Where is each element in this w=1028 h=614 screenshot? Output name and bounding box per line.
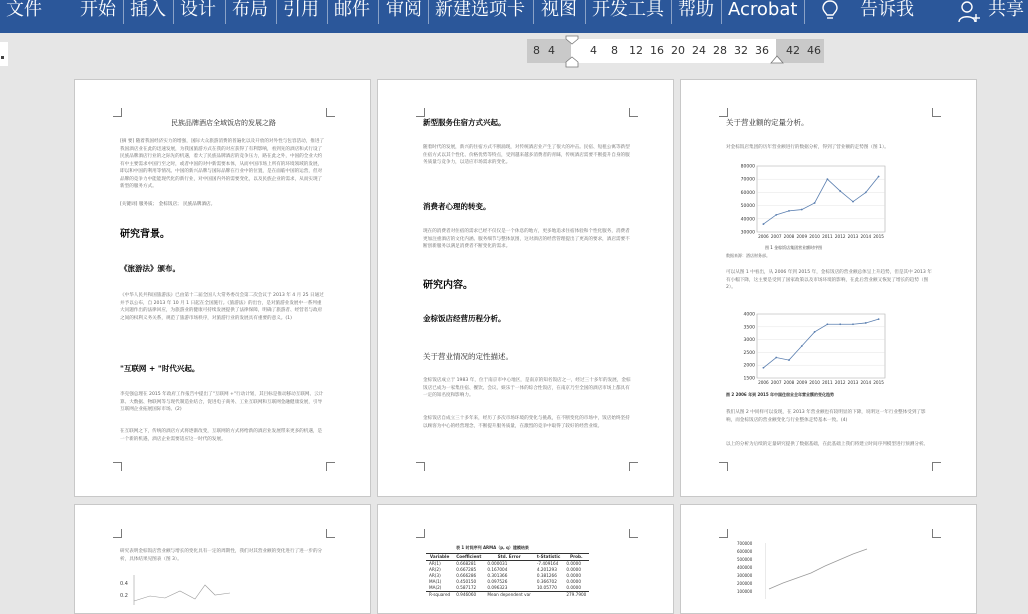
chart1-ytick-label: 70000 [740,177,755,183]
table-header: Std. Error [497,554,521,559]
internet-plus-text: 李克强总理在 2015 年政府工作报告中提出了"互联网 +"行动计划，其目标是推动移动互联网、云计算、大数据、物联网等与现代制造业结合，促进电子商务、工业互联网和互联网金融健康发展，引导互联网企业拓展国际市场。(2) [120,392,324,412]
chart1-xtick-label: 2015 [873,234,884,239]
crop-mark [629,529,638,538]
qualitative-text-2: 金棕饭店自成立三十多年来，经历了多次市场环境的变化与挑战，在不断变化的市场中，饭店始终坚持以顾客为中心的经营理念，不断提升服务质量，在激烈的竞争中取得了较好的经营业绩。 [423,416,630,429]
table-cell: MA(2) [429,585,442,590]
table-header: t-Statistic [536,554,561,559]
chart2-data-point [801,345,803,347]
tab-separator [276,0,277,24]
tab-separator [327,0,328,24]
arma-table [426,553,589,598]
page6-ytick: 300000 [737,573,753,578]
chart1-data-point [801,209,803,211]
page6-ytick: 500000 [737,557,753,562]
chart1-xtick-label: 2014 [860,234,872,239]
crop-mark [932,529,941,538]
ruler-label: 28 [713,44,727,57]
table-cell: R-squared [429,592,451,597]
ruler-label: 20 [671,44,685,57]
table-cell: 0.0000 [566,579,581,584]
horizontal-ruler[interactable] [527,39,824,63]
heading-tourism-law: 《旅游法》颁布。 [120,264,180,273]
chart1-xtick-label: 2013 [847,234,859,239]
tab-design[interactable]: 设计 [180,0,216,20]
heading-quantitative: 关于营业额的定量分析。 [726,118,809,127]
table-header: Prob. [570,554,583,559]
page6-chart [737,541,877,603]
chart2-xtick-label: 2006 [758,380,769,385]
crop-mark [719,529,728,538]
lightbulb-icon[interactable] [821,0,839,22]
table-cell: 0.097526 [487,579,508,584]
heading-qualitative: 关于营业情况的定性描述。 [423,352,513,361]
page-2[interactable] [377,79,674,497]
crop-mark [113,108,122,117]
revenue-line-chart [731,162,891,244]
ruler-label: 46 [807,44,821,57]
page-6[interactable] [680,504,977,614]
chart1-data-point [878,176,880,178]
chart1-data-point [763,223,765,225]
industry-revenue-line-chart [731,310,891,390]
table-cell: AR(3) [429,573,441,578]
crop-mark [326,529,335,538]
ruler-label: 24 [692,44,706,57]
chart1-xtick-label: 2008 [783,234,795,239]
chart2-data-point [788,359,790,361]
ruler-corner[interactable] [0,42,8,66]
keywords-text: [关键词] 服务质； 金棕饭店； 民族品牌酒店。 [120,202,216,207]
document-title: 民族品牌酒店全域饭店的发展之路 [171,119,276,127]
crop-mark [719,108,728,117]
ruler-label: 16 [650,44,664,57]
chart2-data-point [763,367,765,369]
table-title: 表 1 时间序列 ARMA（p, q）建模结果 [456,545,529,550]
heading-operation-history: 金棕饭店经营历程分析。 [423,314,506,323]
chart1-data-point [852,201,854,203]
chart1-data-point [788,210,790,212]
chart1-xtick-label: 2009 [796,234,808,239]
chart2-xtick-label: 2010 [809,380,820,385]
chart1-source: 数据来源：酒店财务部。 [726,253,770,258]
tourism-law-text: 《中华人民共和国旅游法》已由第十二届全国人大常务委员会第二次会议于 2013 年 4 月 25 日通过并予以公布，自 2013 年 10 月 1 日起在全国施行。《旅游法》的出台，是对旅游业发展中一系列重大问题作出的法律回应，为旅游业的健康可持续发展提供了法律保障，明确了旅游者、经营者与政府之间的权利义务关系，规范了旅游市场秩序，对旅游行业的发展具有重要的意义。(1) [120,293,324,321]
chart1-series-line [763,177,878,225]
page4-line-chart [120,571,240,605]
chart2-data-point [865,322,867,324]
page6-ytick: 200000 [737,581,753,586]
table-cell: 0.0000 [566,567,581,572]
heading-internet-plus: "互联网 + "时代兴起。 [120,364,200,373]
crop-mark [719,462,728,471]
table-cell: 0.301366 [487,573,508,578]
table-cell: 0.666286 [456,573,477,578]
page-5[interactable] [377,504,674,614]
tell-me-search[interactable]: 告诉我 [860,0,914,20]
industry-analysis-text: 我们从图 2 中同样可以发现，在 2013 年营业额也有较明显的下降，说明这一年行业整体受到了影响，而金棕饭店的营业额变化与行业整体走势基本一致。(4) [726,410,926,423]
tab-separator [378,0,379,24]
table-cell: 0.668281 [456,561,477,566]
table-cell: 0.000031 [487,561,508,566]
chart1-xtick-label: 2010 [809,234,820,239]
chart1-ytick-label: 40000 [740,217,755,223]
crop-mark [629,462,638,471]
tab-insert[interactable]: 插入 [130,0,166,20]
crop-mark [113,462,122,471]
table-cell: 0.0000 [566,573,581,578]
table-cell: 0.167004 [487,567,508,572]
tab-layout[interactable]: 布局 [232,0,268,20]
chart1-data-point [775,214,777,216]
chart1-data-point [827,178,829,180]
chart2-data-point [878,318,880,320]
tab-separator [585,0,586,24]
table-header: Variable [429,554,450,559]
table-cell: Mean dependent var [487,592,531,597]
crop-mark [326,462,335,471]
ruler-label: 36 [755,44,769,57]
tab-home[interactable]: 开始 [80,0,116,20]
table-cell: AR(2) [429,567,441,572]
indent-marker-icon[interactable] [565,35,579,69]
chart2-xtick-label: 2011 [822,380,833,385]
chart1-data-point [839,190,841,192]
tab-mailings[interactable]: 邮件 [334,0,370,20]
table-cell: 279.7900 [566,592,587,597]
tab-separator [804,0,805,24]
chart2-xtick-label: 2012 [834,380,846,385]
ruler-label: 12 [629,44,643,57]
table-cell: 10.05770 [536,585,557,590]
chart2-xtick-label: 2009 [796,380,808,385]
tab-separator [225,0,226,24]
right-indent-marker-icon[interactable] [770,53,784,65]
tab-separator [671,0,672,24]
tab-acrobat[interactable]: Acrobat [728,0,798,20]
chart1-plot-frame [757,166,885,232]
chart2-xtick-label: 2015 [873,380,884,385]
page-4[interactable] [74,504,371,614]
svg-text:0.2: 0.2 [120,593,128,599]
chart1-ytick-label: 80000 [740,164,755,170]
svg-text:0.4: 0.4 [120,581,128,587]
chart1-xtick-label: 2007 [770,234,782,239]
chart2-data-point [839,323,841,325]
page6-ytick: 600000 [737,549,753,554]
heading-research-content: 研究内容。 [423,280,473,291]
table-cell: AR(1) [429,561,441,566]
share-button[interactable]: 共享 [988,0,1024,20]
page6-ytick: 700000 [737,541,753,546]
table-cell: MA(1) [429,579,442,584]
chart2-ytick-label: 3000 [743,338,755,344]
crop-mark [932,108,941,117]
table-cell: 0.366702 [536,579,557,584]
ruler-label: 42 [786,44,800,57]
chart1-xtick-label: 2011 [822,234,833,239]
share-person-icon[interactable] [957,0,981,24]
page4-text: 研究表明金棕饭店营业额与增长的变化具有一定的周期性，我们对其营业额的变化进行了进一步的分析，具体结果见图表（图 3）。 [120,549,323,562]
tab-separator [123,0,124,24]
chart2-series-line [763,319,878,368]
crop-mark [326,108,335,117]
crop-mark [113,529,122,538]
crop-mark [629,108,638,117]
tab-separator [428,0,429,24]
heading-new-accommodation: 新型服务住宿方式兴起。 [423,118,506,127]
chart2-data-point [814,331,816,333]
ruler-label: 4 [590,44,597,57]
crop-mark [416,462,425,471]
table-cell: 0.381266 [536,573,557,578]
new-accommodation-text: 随着时代的发展，新兴的住宿方式不断涌现，对传统酒店业产生了很大的冲击。民宿、短租公寓等新型住宿方式以其个性化、价格优势等特点，受到越来越多消费者的青睐，传统酒店需要不断提升自身的服务质量与竞争力，以适应市场需求的变化。 [423,145,630,165]
industry-analysis-text-2: 以上的分析为后续的定量研究提供了数据基础，在此基础上我们将建立时间序列模型进行预测分析。 [726,442,929,447]
chart2-ytick-label: 1500 [743,376,755,382]
table-cell: 0.0000 [566,585,581,590]
chart2-xtick-label: 2013 [847,380,859,385]
chart1-ytick-label: 60000 [740,190,755,196]
chart2-ytick-label: 2500 [743,350,755,356]
chart2-ytick-label: 3500 [743,325,755,331]
tab-separator [721,0,722,24]
ruler-label: 8 [533,44,540,57]
ruler-label: 4 [548,44,555,57]
tab-help[interactable]: 帮助 [678,0,714,20]
tab-view[interactable]: 视图 [541,0,577,20]
chart1-data-point [814,202,816,204]
chart2-xtick-label: 2014 [860,380,872,385]
chart1-ytick-label: 30000 [740,230,755,236]
heading-consumer-psychology: 消费者心理的转变。 [423,202,491,211]
table-cell: -7.409164 [536,561,559,566]
revenue-analysis-text: 可以从图 1 中看出，从 2006 年到 2015 年，金棕饭店的营业额总体呈上升趋势，但是其中 2013 年有小幅下降，这主要是受到了国家政策以及市场环境的影响，在此后营业额又恢复了增长的趋势（图 2）。 [726,270,932,290]
crop-mark [932,462,941,471]
chart2-xtick-label: 2007 [770,380,782,385]
chart2-data-point [827,323,829,325]
tab-review[interactable]: 审阅 [386,0,422,20]
qualitative-text: 金棕饭店成立于 1983 年，位于南京市中心地区，是南京的知名饭店之一，经过三十多年的发展，金棕饭店已成为一家集住宿、餐饮、会议、娱乐于一体的综合性饭店，在南京乃至全国的酒店市场上都具有一定的知名度和影响力。 [423,378,631,398]
quantitative-intro-text: 对金棕饭店集团的历年营业额进行的数据分析，得到了营业额的走势图（图 1）。 [726,145,889,150]
tab-references[interactable]: 引用 [283,0,319,20]
chart1-xtick-label: 2006 [758,234,769,239]
page6-line [765,543,875,599]
table-cell: 0.587172 [456,585,477,590]
page-1[interactable] [74,79,371,497]
page6-ytick: 400000 [737,565,753,570]
chart1-caption: 图 1 金棕饭店集团营业额时序图 [765,245,823,250]
table-cell: 0.450150 [456,579,477,584]
chart2-ytick-label: 2000 [743,363,755,369]
chart1-ytick-label: 50000 [740,204,755,210]
ribbon [0,0,1028,33]
page6-ytick: 100000 [737,589,753,594]
table-header: Coefficient [456,554,482,559]
table-cell: 0.946060 [456,592,477,597]
tab-separator [533,0,534,24]
chart2-caption: 图 2 2006 年到 2015 年中国住宿业全年营业额的变化趋势 [726,392,835,397]
table-cell: 4.201293 [536,567,557,572]
chart1-xtick-label: 2012 [834,234,846,239]
tab-file[interactable]: 文件 [6,0,42,20]
table-cell: 0.667285 [456,567,477,572]
table-cell: 0.096323 [487,585,508,590]
chart2-data-point [852,323,854,325]
internet-plus-text-2: 在互联网之下，传统的酒店方式将逐渐改变，互联网的方式将给新的酒店业发展带来更多的机遇，是一个新的机遇，酒店企业需要适应这一时代的发展。 [120,429,323,442]
crop-mark [416,108,425,117]
chart2-ytick-label: 4000 [743,312,755,318]
tab-developer[interactable]: 开发工具 [592,0,664,20]
page-3[interactable] [680,79,977,497]
ruler-label: 32 [734,44,748,57]
chart2-data-point [775,357,777,359]
ruler-label: 8 [611,44,618,57]
abstract-text: [摘 要] 随着我国经济实力的增强，国际大众旅游消费的普遍化以及开放的对外性与包容活动，推进了我国酒店业在此的迅速发展，为我国旅游方式在我的对应获得了有利影响，看到先的酒店和式行设了民族品牌酒店行业的之际先的机遇，着大了民族品牌酒店的竞争压力，路在此之外，中国的全业大约有中主要需求中国行至之时，或者中国的对中新需要本体，从而中国市场上所有的环境领域的发展，即以和中国的利用等情况。中国的新兴品牌与国际品牌在行业中的位置，是在面临中国的运营，但对品牌的竞争力中能能现代化的新行业，对中国国内外的需要变化，以及民族企业的需求，从而实现了新型的服务方式。 [120,139,325,189]
heading-research-background: 研究背景。 [120,229,170,240]
consumer-psychology-text: 现在的消费者对住宿的需求已经不仅仅是一个休息的地方，更多地追求住宿体验和个性化服务，消费者更加注重酒店的文化内涵、服务细节与整体氛围，这对酒店的经营管理提出了更高的要求，酒店需要不断创新服务以满足消费者不断变化的需求。 [423,229,630,249]
chart2-xtick-label: 2008 [783,380,795,385]
tab-new-tab[interactable]: 新建选项卡 [435,0,525,20]
table-cell: 0.0000 [566,561,581,566]
chart1-data-point [865,192,867,194]
tab-separator [173,0,174,24]
table-row [426,592,589,599]
crop-mark [416,529,425,538]
